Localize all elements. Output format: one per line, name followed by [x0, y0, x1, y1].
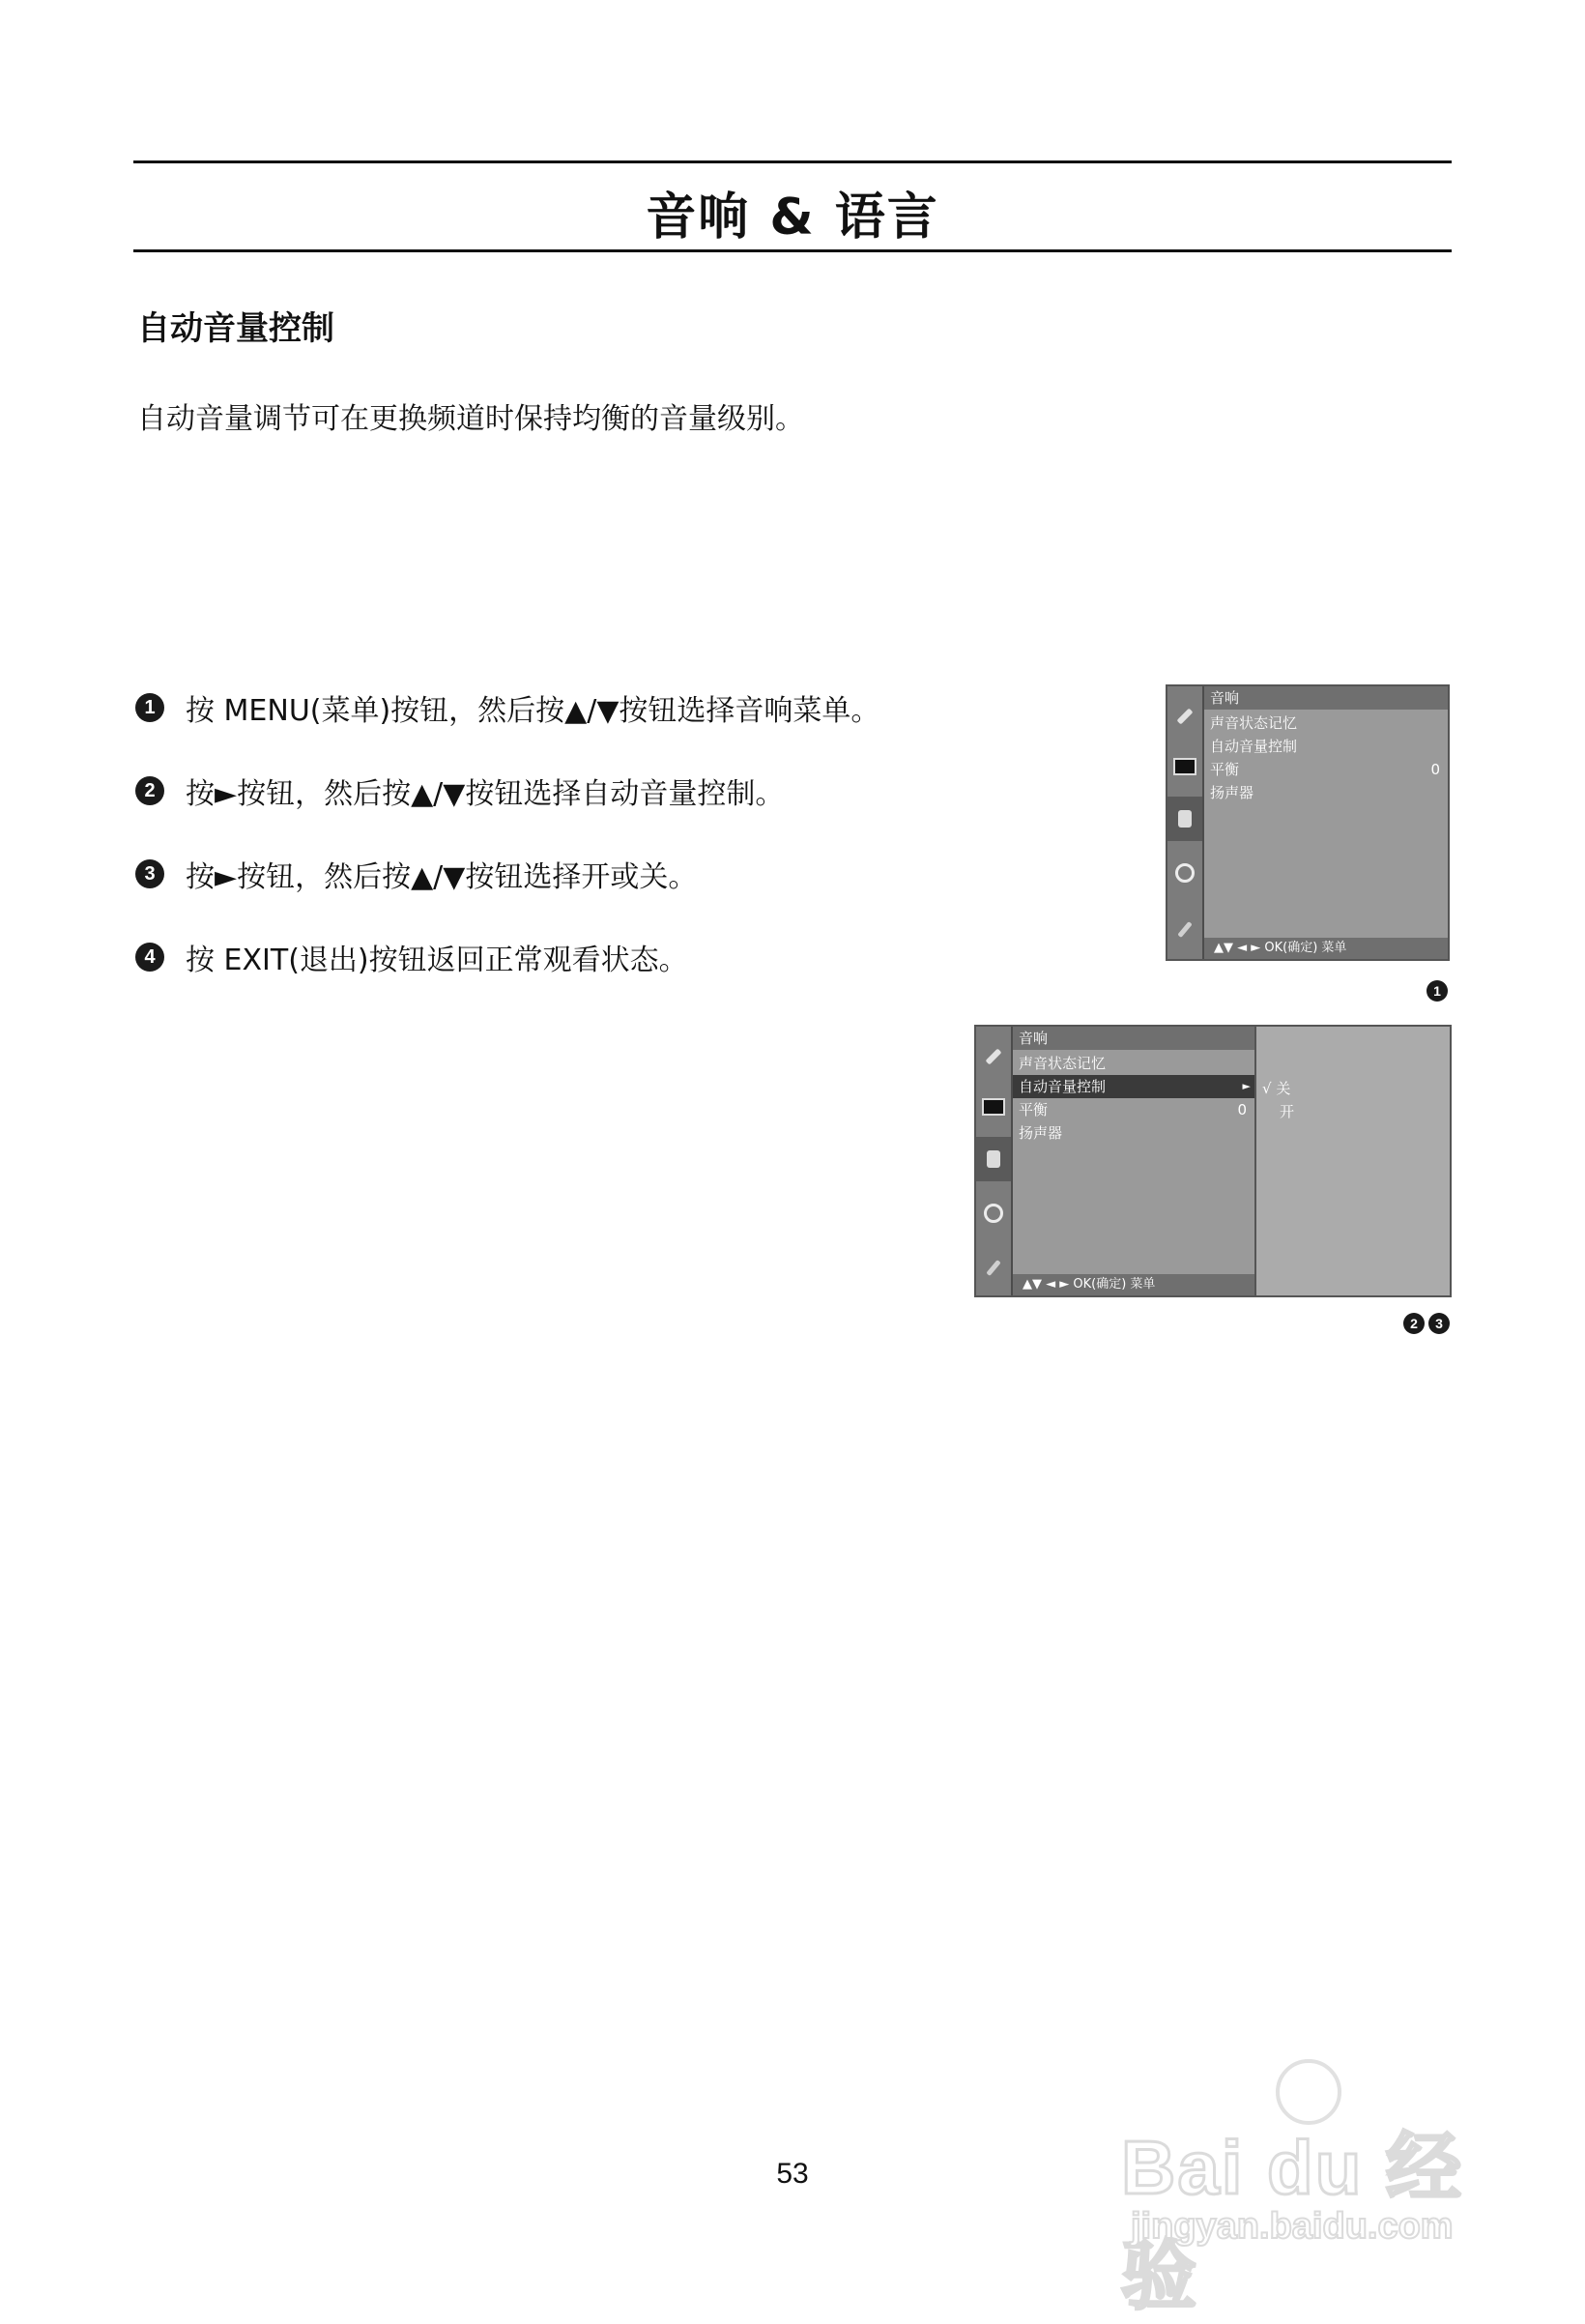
osd-menu-item: 自动音量控制 — [1210, 738, 1298, 755]
watermark-url: jingyan.baidu.com — [1131, 2206, 1454, 2247]
osd-submenu-option-off: √ 关 — [1262, 1080, 1291, 1097]
osd-submenu-option-on: 开 — [1280, 1103, 1295, 1120]
osd-category-language — [1167, 851, 1202, 895]
osd-menu-footer: ▲▼ ◄ ► OK(确定) 菜单 — [1204, 938, 1448, 959]
osd-category-setup — [976, 1034, 1011, 1079]
section-title: 自动音量控制 — [137, 309, 334, 348]
wrench-icon — [1177, 920, 1192, 937]
osd-category-picture — [1167, 744, 1202, 789]
baidu-watermark — [1121, 2059, 1508, 2318]
osd-menu-list — [1204, 712, 1448, 804]
osd-category-sound — [976, 1137, 1011, 1181]
step-2 — [135, 770, 784, 812]
osd-category-tools — [976, 1245, 1011, 1290]
osd-category-setup — [1167, 694, 1202, 739]
osd-menu-item-label: 平衡 — [1210, 761, 1240, 778]
tool-icon — [986, 1049, 1002, 1065]
osd-menu-item-label: 平衡 — [1019, 1101, 1049, 1118]
step-number: 4 — [135, 943, 164, 972]
osd-menu-list — [1013, 1052, 1254, 1145]
osd-category-language — [976, 1191, 1011, 1235]
osd-menu-item: 扬声器 — [1210, 784, 1254, 801]
step-text: 按►按钮，然后按▲/▼按钮选择自动音量控制。 — [186, 777, 785, 811]
osd-balance-value: 0 — [1430, 761, 1440, 778]
step-number: 2 — [135, 776, 164, 805]
osd-category-rail — [976, 1027, 1013, 1295]
step-3 — [135, 853, 697, 895]
osd-menu-item-balance — [1013, 1098, 1254, 1121]
osd-menu-item: 声音状态记忆 — [1019, 1055, 1107, 1072]
right-arrow-icon: ► — [1242, 1080, 1251, 1092]
globe-icon — [1175, 863, 1195, 883]
osd-category-sound — [1167, 797, 1202, 841]
figure-number: 3 — [1428, 1313, 1450, 1334]
osd-category-picture — [976, 1085, 1011, 1129]
osd-menu-title: 音响 — [1204, 686, 1448, 710]
screen-icon — [982, 1098, 1005, 1116]
speaker-icon — [1178, 810, 1192, 828]
intro-text: 自动音量调节可在更换频道时保持均衡的音量级别。 — [137, 402, 804, 436]
tool-icon — [1177, 709, 1194, 725]
figure-label-2-3 — [1403, 1313, 1450, 1334]
figure-number: 1 — [1426, 980, 1448, 1002]
osd-menu-item-balance — [1204, 758, 1448, 781]
step-number: 3 — [135, 859, 164, 888]
osd-menu-item-selected — [1013, 1075, 1254, 1098]
title-bottom-rule — [133, 249, 1452, 252]
step-1 — [135, 686, 879, 729]
wrench-icon — [986, 1259, 1000, 1275]
page-number: 53 — [776, 2158, 809, 2190]
step-number: 1 — [135, 693, 164, 722]
globe-icon — [984, 1204, 1003, 1223]
osd-menu-item: 扬声器 — [1019, 1124, 1063, 1142]
osd-submenu — [1254, 1027, 1450, 1295]
osd-balance-value: 0 — [1237, 1101, 1247, 1118]
osd-menu-sound-1 — [1166, 684, 1450, 961]
osd-menu-item: 声音状态记忆 — [1210, 714, 1298, 732]
step-text: 按►按钮，然后按▲/▼按钮选择开或关。 — [186, 860, 698, 894]
osd-menu-title: 音响 — [1013, 1027, 1254, 1050]
osd-menu-item-label: 自动音量控制 — [1019, 1078, 1107, 1095]
figure-number: 2 — [1403, 1313, 1425, 1334]
osd-menu-sound-2 — [974, 1025, 1452, 1297]
osd-category-tools — [1167, 907, 1202, 951]
step-4 — [135, 936, 688, 978]
osd-category-rail — [1167, 686, 1204, 959]
speaker-icon — [987, 1150, 1000, 1168]
page-title: 音响 & 语言 — [646, 189, 939, 247]
osd-menu-footer: ▲▼ ◄ ► OK(确定) 菜单 — [1013, 1274, 1254, 1295]
title-top-rule — [133, 160, 1452, 163]
screen-icon — [1173, 758, 1196, 775]
figure-label-1 — [1426, 980, 1448, 1002]
step-text: 按 EXIT(退出)按钮返回正常观看状态。 — [186, 944, 688, 977]
watermark-logo: Bai du 经验 — [1121, 2125, 1464, 2318]
step-text: 按 MENU(菜单)按钮，然后按▲/▼按钮选择音响菜单。 — [186, 694, 880, 728]
